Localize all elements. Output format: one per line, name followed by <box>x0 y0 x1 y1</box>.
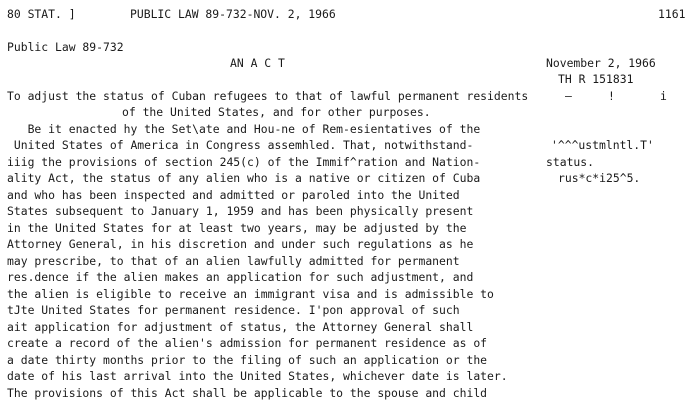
side-note: rus*c*i25^5. <box>558 171 641 185</box>
body-line: and who has been inspected and admitted or paroled into the United <box>7 188 460 202</box>
side-note: status. <box>546 155 595 169</box>
enactment-date: November 2, 1966 <box>546 56 656 70</box>
stat-reference: 80 STAT. ] <box>7 7 76 21</box>
body-line: Attorney General, in his discretion and under such regulations as he <box>7 237 474 251</box>
body-line: United States of America in Congress assemhled. That, notwithstand- <box>7 138 474 152</box>
running-title: PUBLIC LAW 89-732-NOV. 2, 1966 <box>130 7 336 21</box>
act-title-line-2: of the United States, and for other purposes. <box>122 105 431 119</box>
body-line: ait application for adjustment of status, the Attorney General shall <box>7 320 474 334</box>
body-line: iiig the provisions of section 245(c) of the Immif^ration and Nation- <box>7 155 481 169</box>
public-law-label: Public Law 89-732 <box>7 40 124 54</box>
body-line: date of his last arrival into the United States, whichever date is later. <box>7 369 508 383</box>
act-heading: AN A C T <box>230 56 285 70</box>
margin-mark-i: i <box>660 89 667 103</box>
body-line: The provisions of this Act shall be applicable to the spouse and child <box>7 386 488 400</box>
body-line: Be it enacted hy the Set\ate and Hou-ne of Rem-esientatives of the <box>7 122 481 136</box>
body-line: may prescribe, to that of an alien lawfully admitted for permanent <box>7 254 460 268</box>
page-number: 1161 <box>658 7 686 21</box>
body-line: a date thirty months prior to the filing of such an application or the <box>7 353 488 367</box>
body-line: the alien is eligible to receive an immigrant visa and is admissible to <box>7 287 494 301</box>
body-line: tJte United States for permanent residence. I'pon approval of such <box>7 303 460 317</box>
body-line: States subsequent to January 1, 1959 and has been physically present <box>7 204 474 218</box>
body-line: in the United States for at least two years, may be adjusted by the <box>7 221 467 235</box>
margin-mark-bang: ! <box>608 89 615 103</box>
body-line: ality Act, the status of any alien who is a native or citizen of Cuba <box>7 171 481 185</box>
body-line: res.dence if the alien makes an application for such adjustment, and <box>7 270 474 284</box>
margin-mark-dash: – <box>565 89 572 103</box>
act-title-line-1: To adjust the status of Cuban refugees to that of lawful permanent residents <box>7 89 529 103</box>
body-line: create a record of the alien's admission for permanent residence as of <box>7 336 488 350</box>
side-note: '^^^ustmlntl.T' <box>551 138 654 152</box>
bill-reference: TH R 151831 <box>558 72 634 86</box>
